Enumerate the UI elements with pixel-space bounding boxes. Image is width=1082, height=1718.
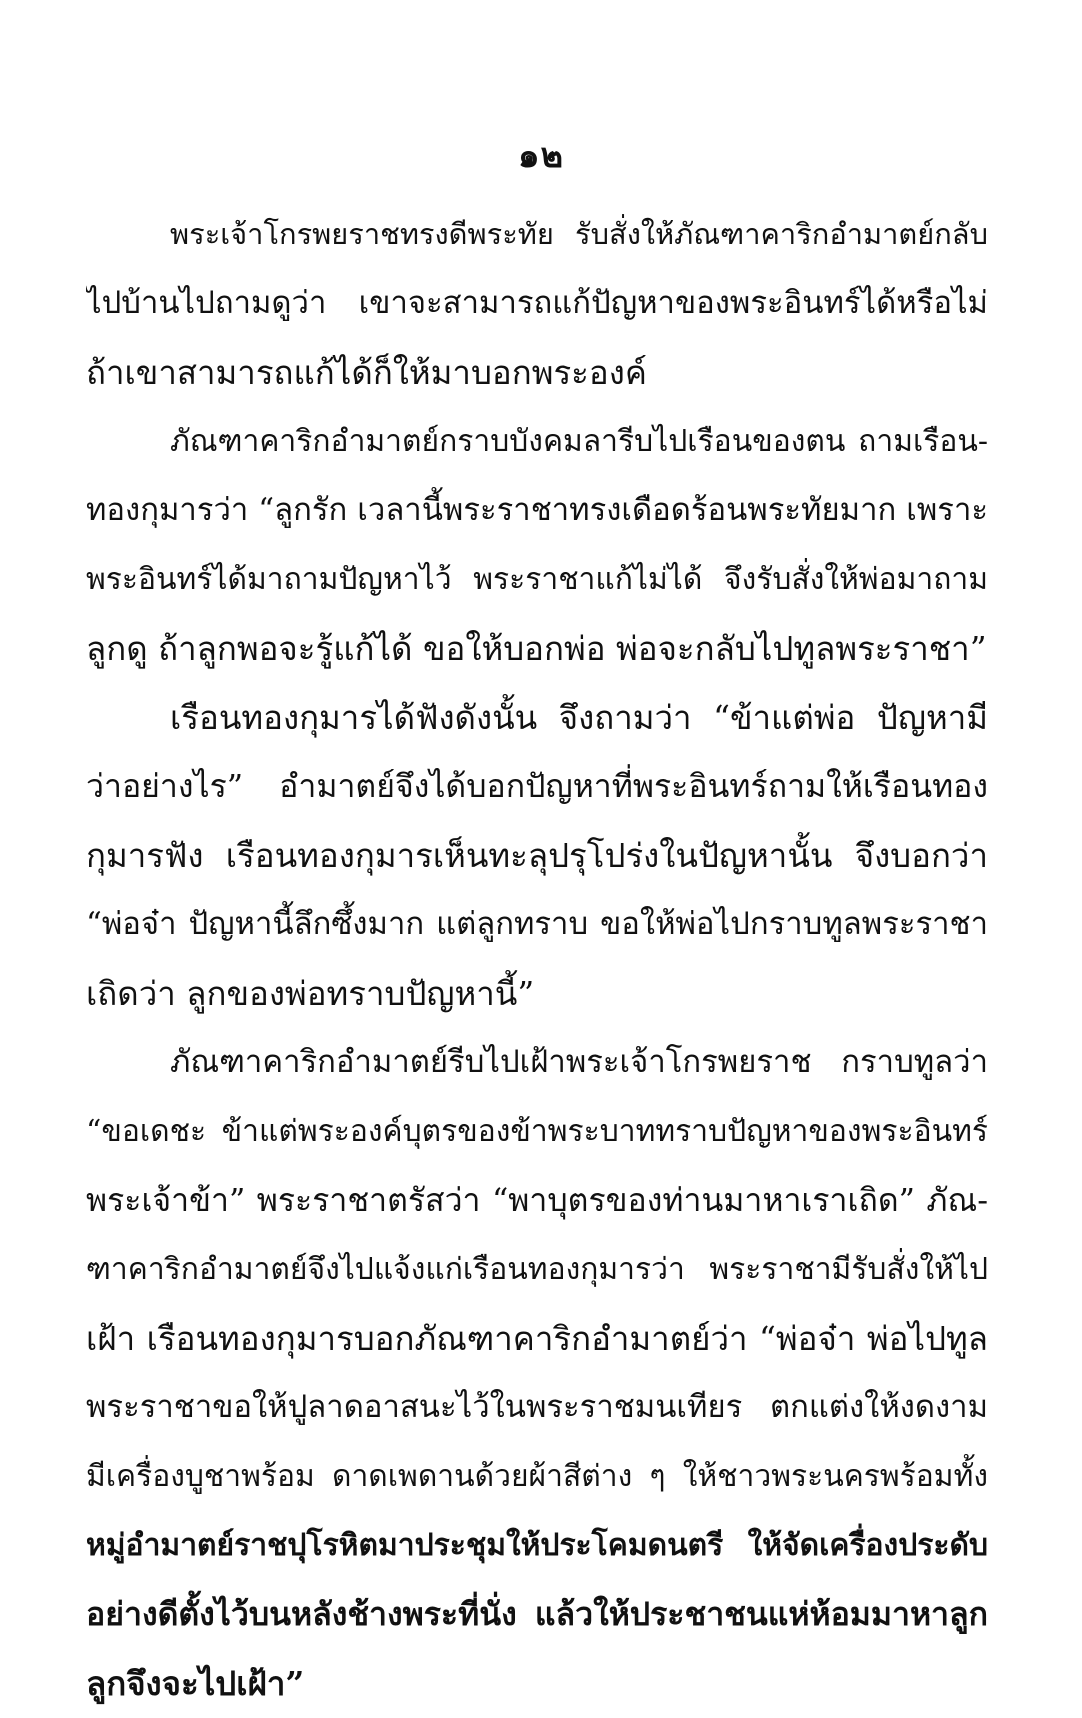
text-line: ถ้าเขาสามารถแก้ได้ก็ให้มาบอกพระองค์ <box>86 353 647 392</box>
text-line: เถิดว่า ลูกของพ่อทราบปัญหานี้” <box>86 974 535 1013</box>
text-line: พระอินทร์ได้มาถามปัญหาไว้ พระราชาแก้ไม่ได้ จึงรับสั่งให้พ่อมาถาม <box>86 562 988 597</box>
text-line: เรือนทองกุมารได้ฟังดังนั้น จึงถามว่า “ข้าแต่พ่อ ปัญหามี <box>170 698 988 737</box>
text-line: ทองกุมารว่า “ลูกรัก เวลานี้พระราชาทรงเดือดร้อนพระทัยมาก เพราะ <box>86 492 988 528</box>
page-number: ๑๒ <box>518 136 564 176</box>
text-line: “ขอเดชะ ข้าแต่พระองค์บุตรของข้าพระบาททราบปัญหาของพระอินทร์ <box>86 1114 988 1149</box>
text-line: ภัณฑาคาริกอำมาตย์รีบไปเฝ้าพระเจ้าโกรพยราช กราบทูลว่า <box>170 1044 988 1080</box>
text-line: พระเจ้าข้า” พระราชาตรัสว่า “พาบุตรของท่านมาหาเราเถิด” ภัณ- <box>86 1181 988 1219</box>
text-line: มีเครื่องบูชาพร้อม ดาดเพดานด้วยผ้าสีต่าง ๆ ให้ชาวพระนครพร้อมทั้ง <box>86 1459 988 1494</box>
text-line: ลูกจึงจะไปเฝ้า” <box>86 1664 305 1703</box>
text-line: เฝ้า เรือนทองกุมารบอกภัณฑาคาริกอำมาตย์ว่า “พ่อจ๋า พ่อไปทูล <box>86 1319 988 1358</box>
text-line: พระเจ้าโกรพยราชทรงดีพระทัย รับสั่งให้ภัณฑาคาริกอำมาตย์กลับ <box>170 217 988 251</box>
text-line: กุมารฟัง เรือนทองกุมารเห็นทะลุปรุโปร่งในปัญหานั้น จึงบอกว่า <box>86 836 988 875</box>
text-line: อย่างดีตั้งไว้บนหลังช้างพระที่นั่ง แล้วให้ประชาชนแห่ห้อมมาหาลูก <box>86 1595 988 1633</box>
text-line: ลูกดู ถ้าลูกพอจะรู้แก้ได้ ขอให้บอกพ่อ พ่อจะกลับไปทูลพระราชา” <box>86 629 987 668</box>
text-line: หมู่อำมาตย์ราชปุโรหิตมาประชุมให้ประโคมดนตรี ให้จัดเครื่องประดับ <box>86 1528 988 1563</box>
text-line: ว่าอย่างไร” อำมาตย์จึงได้บอกปัญหาที่พระอินทร์ถามให้เรือนทอง <box>86 767 988 805</box>
text-line: ฑาคาริกอำมาตย์จึงไปแจ้งแก่เรือนทองกุมารว่า พระราชามีรับสั่งให้ไป <box>86 1252 988 1287</box>
text-line: “พ่อจ๋า ปัญหานี้ลึกซึ้งมาก แต่ลูกทราบ ขอให้พ่อไปกราบทูลพระราชา <box>86 906 988 942</box>
text-line: ไปบ้านไปถามดูว่า เขาจะสามารถแก้ปัญหาของพระอินทร์ได้หรือไม่ <box>86 285 988 321</box>
text-line: ภัณฑาคาริกอำมาตย์กราบบังคมลารีบไปเรือนของตน ถามเรือน- <box>170 424 988 459</box>
body-text <box>86 200 988 1718</box>
text-line: พระราชาขอให้ปูลาดอาสนะไว้ในพระราชมนเทียร ตกแต่งให้งดงาม <box>86 1389 988 1425</box>
